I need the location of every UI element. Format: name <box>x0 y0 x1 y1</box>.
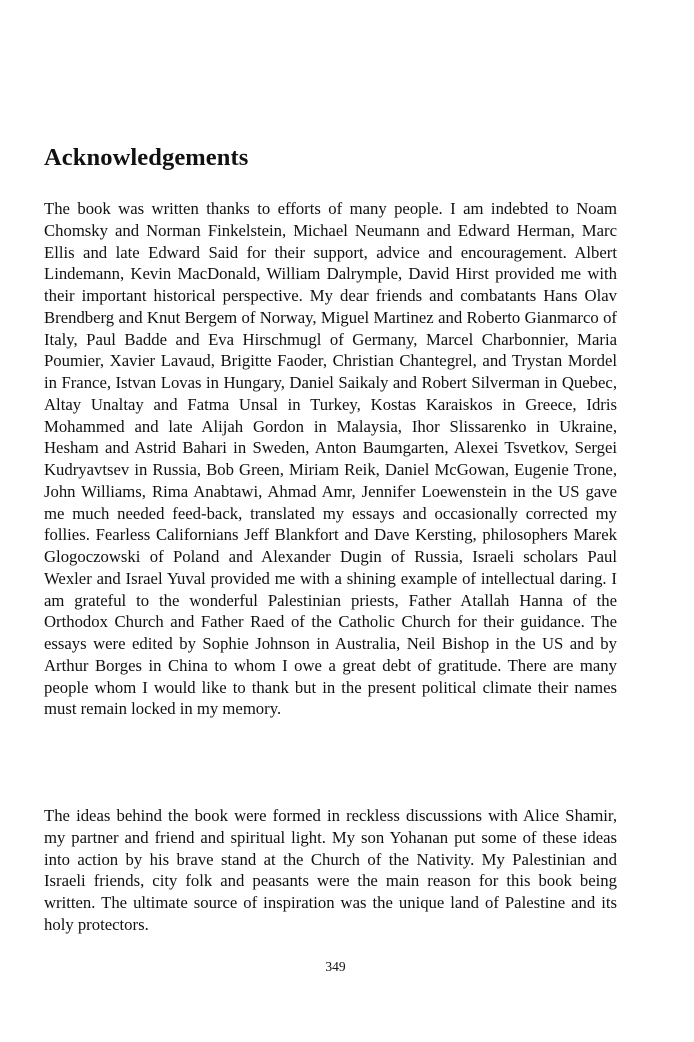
document-page <box>44 0 617 1042</box>
page-number: 349 <box>325 959 346 974</box>
page-title: Acknowledgements <box>44 144 249 171</box>
paragraph-1: The book was written thanks to efforts of many people. I am indebted to Noam Chomsky and Norman Finkelstein, Michael Neumann and Edward Herman, Marc Ellis and late Edward Said for their support, advice and encouragement. Albert Lindemann, Kevin MacDonald, William Dalrymple, David Hirst provided me with their important historical perspective. My dear friends and combatants Hans Olav Brendberg and Knut Bergem of Norway, Miguel Martinez and Roberto Gianmarco of Italy, Paul Badde and Eva Hirschmugl of Germany, Marcel Charbonnier, Maria Poumier, Xavier Lavaud, Brigitte Faoder, Christian Chantegrel, and Trystan Mordel in France, Istvan Lovas in Hungary, Daniel Saikaly and Robert Silverman in Quebec, Altay Unaltay and Fatma Unsal in Turkey, Kostas Karaiskos in Greece, Idris Mohammed and late Alijah Gordon in Malaysia, Ihor Slissarenko in Ukraine, Hesham and Astrid Bahari in Sweden, Anton Baumgarten, Alexei Tsvetkov, Sergei Kudryavtsev in Russia, Bob Green, Miriam Reik, Daniel McGowan, Eugenie Trone, John Williams, Rima Anabtawi, Ahmad Amr, Jennifer Loewenstein in the US gave me much needed feed-back, translated my essays and occasionally corrected my follies. Fearless Californians Jeff Blankfort and Dave Kersting, philosophers Marek Glogoczowski of Poland and Alexander Dugin of Russia, Israeli scholars Paul Wexler and Israel Yuval provided me with a shining example of intellectual daring. I am grateful to the wonderful Palestinian priests, Father Atallah Hanna of the Orthodox Church and Father Raed of the Catholic Church for their guidance. The essays were edited by Sophie Johnson in Australia, Neil Bishop in the US and by Arthur Borges in China to whom I owe a great debt of gratitude. There are many people whom I would like to thank but in the present political climate their names must remain locked in my memory. <box>44 199 617 719</box>
paragraph-2: The ideas behind the book were formed in reckless discussions with Alice Shamir, my partner and friend and spiritual light. My son Yohanan put some of these ideas into action by his brave stand at the Church of the Nativity. My Palestinian and Israeli friends, city folk and peasants were the main reason for this book being written. The ultimate source of inspiration was the unique land of Palestine and its holy protectors. <box>44 806 617 934</box>
